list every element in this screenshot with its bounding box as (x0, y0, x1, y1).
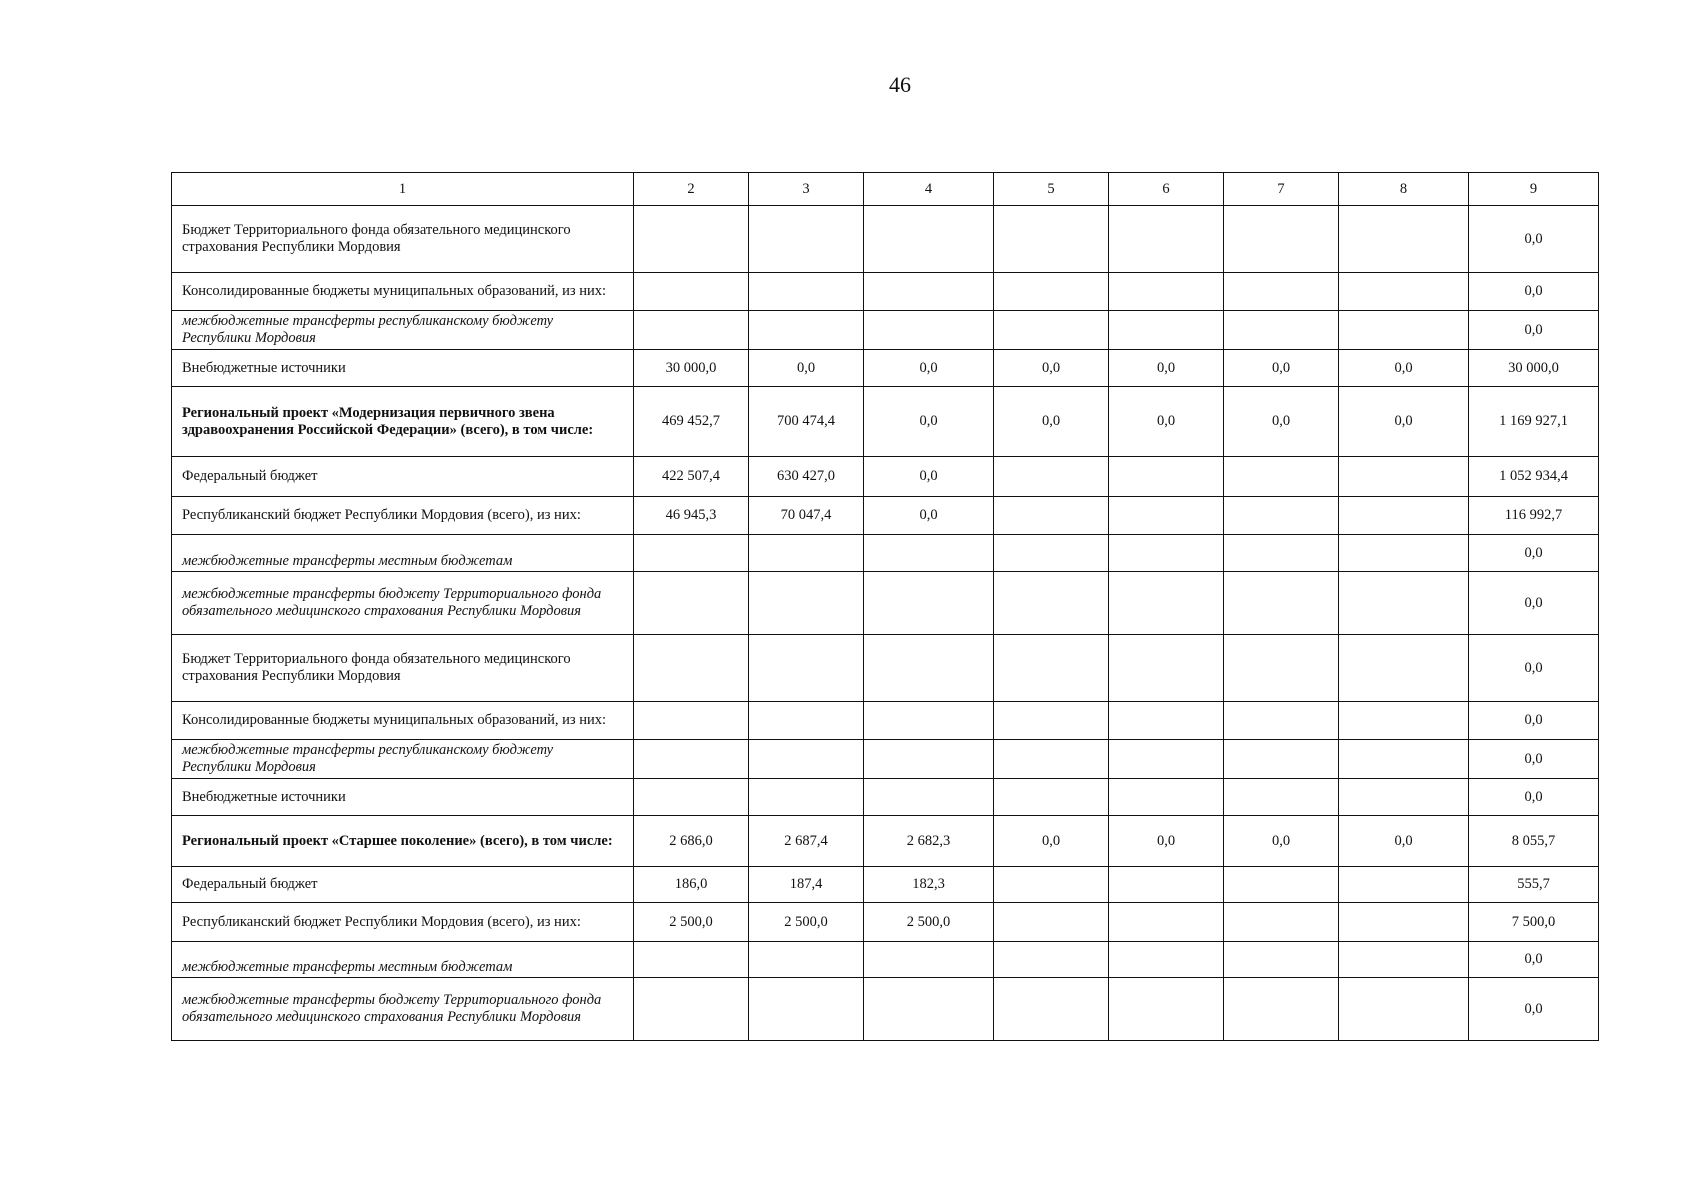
cell-col-3 (749, 572, 864, 635)
cell-col-5 (994, 978, 1109, 1041)
cell-col-3 (749, 702, 864, 740)
cell-col-8 (1339, 273, 1469, 311)
row-label: Консолидированные бюджеты муниципальных образований, из них: (172, 702, 634, 740)
cell-col-8 (1339, 978, 1469, 1041)
cell-col-5 (994, 740, 1109, 779)
cell-col-9: 0,0 (1469, 978, 1599, 1041)
cell-col-7 (1224, 535, 1339, 572)
cell-col-7 (1224, 978, 1339, 1041)
cell-col-8 (1339, 311, 1469, 350)
table-row (172, 740, 1599, 779)
cell-col-5 (994, 497, 1109, 535)
cell-col-7 (1224, 635, 1339, 702)
cell-col-4 (864, 535, 994, 572)
cell-col-5: 0,0 (994, 387, 1109, 457)
table-row (172, 779, 1599, 816)
table-row (172, 535, 1599, 572)
column-header-5: 5 (994, 173, 1109, 206)
cell-col-2 (634, 311, 749, 350)
cell-col-7 (1224, 497, 1339, 535)
cell-col-3 (749, 779, 864, 816)
cell-col-8 (1339, 635, 1469, 702)
cell-col-2: 30 000,0 (634, 350, 749, 387)
cell-col-9: 0,0 (1469, 535, 1599, 572)
cell-col-2 (634, 572, 749, 635)
cell-col-7 (1224, 942, 1339, 978)
cell-col-8 (1339, 867, 1469, 903)
cell-col-2 (634, 942, 749, 978)
cell-col-3: 187,4 (749, 867, 864, 903)
table-row (172, 206, 1599, 273)
cell-col-6 (1109, 903, 1224, 942)
cell-col-9: 1 052 934,4 (1469, 457, 1599, 497)
cell-col-8 (1339, 740, 1469, 779)
cell-col-7 (1224, 740, 1339, 779)
cell-col-4: 0,0 (864, 497, 994, 535)
table-row (172, 497, 1599, 535)
cell-col-2: 2 686,0 (634, 816, 749, 867)
cell-col-7 (1224, 572, 1339, 635)
cell-col-6 (1109, 497, 1224, 535)
cell-col-7 (1224, 206, 1339, 273)
cell-col-2: 422 507,4 (634, 457, 749, 497)
column-header-8: 8 (1339, 173, 1469, 206)
table-row (172, 867, 1599, 903)
cell-col-4 (864, 740, 994, 779)
cell-col-5 (994, 273, 1109, 311)
cell-col-4 (864, 311, 994, 350)
table-row (172, 350, 1599, 387)
row-label: межбюджетные трансферты республиканскому бюджету Республики Мордовия (172, 311, 634, 350)
cell-col-6 (1109, 635, 1224, 702)
row-label: Внебюджетные источники (172, 779, 634, 816)
cell-col-9: 0,0 (1469, 779, 1599, 816)
cell-col-9: 0,0 (1469, 635, 1599, 702)
table-row (172, 978, 1599, 1041)
cell-col-9: 0,0 (1469, 942, 1599, 978)
cell-col-2 (634, 702, 749, 740)
cell-col-2 (634, 273, 749, 311)
cell-col-9: 116 992,7 (1469, 497, 1599, 535)
cell-col-7 (1224, 779, 1339, 816)
cell-col-5 (994, 572, 1109, 635)
cell-col-3 (749, 942, 864, 978)
row-label: Бюджет Территориального фонда обязательного медицинского страхования Республики Мордовия (172, 206, 634, 273)
cell-col-4: 2 500,0 (864, 903, 994, 942)
cell-col-6 (1109, 942, 1224, 978)
cell-col-6 (1109, 535, 1224, 572)
cell-col-9: 0,0 (1469, 702, 1599, 740)
cell-col-6 (1109, 702, 1224, 740)
cell-col-2: 186,0 (634, 867, 749, 903)
cell-col-3: 70 047,4 (749, 497, 864, 535)
cell-col-5: 0,0 (994, 816, 1109, 867)
row-label: Внебюджетные источники (172, 350, 634, 387)
cell-col-2 (634, 535, 749, 572)
cell-col-7 (1224, 702, 1339, 740)
cell-col-3 (749, 206, 864, 273)
cell-col-7: 0,0 (1224, 387, 1339, 457)
cell-col-6: 0,0 (1109, 387, 1224, 457)
table-row (172, 942, 1599, 978)
cell-col-8: 0,0 (1339, 350, 1469, 387)
cell-col-3 (749, 635, 864, 702)
cell-col-3: 0,0 (749, 350, 864, 387)
table-row (172, 816, 1599, 867)
column-header-9: 9 (1469, 173, 1599, 206)
cell-col-5 (994, 311, 1109, 350)
cell-col-5 (994, 702, 1109, 740)
row-label: Республиканский бюджет Республики Мордовия (всего), из них: (172, 497, 634, 535)
cell-col-2: 469 452,7 (634, 387, 749, 457)
row-label: межбюджетные трансферты местным бюджетам (172, 942, 634, 978)
cell-col-4 (864, 779, 994, 816)
cell-col-9: 8 055,7 (1469, 816, 1599, 867)
cell-col-3: 630 427,0 (749, 457, 864, 497)
cell-col-8 (1339, 903, 1469, 942)
cell-col-4: 0,0 (864, 350, 994, 387)
cell-col-9: 0,0 (1469, 311, 1599, 350)
row-label: межбюджетные трансферты бюджету Территориального фонда обязательного медицинского страхования Республики Мордовия (172, 572, 634, 635)
row-label: Федеральный бюджет (172, 867, 634, 903)
cell-col-2: 46 945,3 (634, 497, 749, 535)
cell-col-5 (994, 903, 1109, 942)
cell-col-8 (1339, 942, 1469, 978)
row-label: Федеральный бюджет (172, 457, 634, 497)
cell-col-9: 0,0 (1469, 740, 1599, 779)
cell-col-4: 0,0 (864, 387, 994, 457)
column-header-4: 4 (864, 173, 994, 206)
budget-table (171, 172, 1599, 1041)
cell-col-7 (1224, 273, 1339, 311)
cell-col-4 (864, 206, 994, 273)
cell-col-3: 2 687,4 (749, 816, 864, 867)
cell-col-6: 0,0 (1109, 350, 1224, 387)
table-row (172, 572, 1599, 635)
cell-col-2 (634, 206, 749, 273)
cell-col-5 (994, 942, 1109, 978)
cell-col-4 (864, 978, 994, 1041)
row-label: Региональный проект «Модернизация первичного звена здравоохранения Российской Федерации» (всего), в том числе: (172, 387, 634, 457)
cell-col-6 (1109, 206, 1224, 273)
cell-col-5 (994, 535, 1109, 572)
cell-col-9: 0,0 (1469, 273, 1599, 311)
column-header-1: 1 (172, 173, 634, 206)
cell-col-5 (994, 779, 1109, 816)
row-label: Республиканский бюджет Республики Мордовия (всего), из них: (172, 903, 634, 942)
page-number: 46 (889, 72, 911, 97)
cell-col-9: 0,0 (1469, 572, 1599, 635)
table-row (172, 273, 1599, 311)
cell-col-6 (1109, 867, 1224, 903)
cell-col-6 (1109, 457, 1224, 497)
column-header-6: 6 (1109, 173, 1224, 206)
cell-col-5 (994, 206, 1109, 273)
cell-col-3 (749, 311, 864, 350)
table-row (172, 702, 1599, 740)
cell-col-5 (994, 867, 1109, 903)
table-row (172, 311, 1599, 350)
cell-col-6 (1109, 273, 1224, 311)
cell-col-7: 0,0 (1224, 350, 1339, 387)
cell-col-8: 0,0 (1339, 816, 1469, 867)
cell-col-8 (1339, 457, 1469, 497)
cell-col-4 (864, 635, 994, 702)
cell-col-8: 0,0 (1339, 387, 1469, 457)
row-label: межбюджетные трансферты республиканскому бюджету Республики Мордовия (172, 740, 634, 779)
cell-col-4: 2 682,3 (864, 816, 994, 867)
cell-col-6 (1109, 311, 1224, 350)
table-header-row (172, 173, 1599, 206)
cell-col-4 (864, 702, 994, 740)
cell-col-3: 700 474,4 (749, 387, 864, 457)
cell-col-8 (1339, 535, 1469, 572)
cell-col-2: 2 500,0 (634, 903, 749, 942)
cell-col-8 (1339, 779, 1469, 816)
cell-col-2 (634, 779, 749, 816)
table-row (172, 635, 1599, 702)
cell-col-9: 7 500,0 (1469, 903, 1599, 942)
row-label: Бюджет Территориального фонда обязательного медицинского страхования Республики Мордовия (172, 635, 634, 702)
cell-col-6 (1109, 978, 1224, 1041)
column-header-2: 2 (634, 173, 749, 206)
cell-col-9: 30 000,0 (1469, 350, 1599, 387)
table-row (172, 387, 1599, 457)
cell-col-7 (1224, 457, 1339, 497)
row-label: Консолидированные бюджеты муниципальных образований, из них: (172, 273, 634, 311)
cell-col-3 (749, 740, 864, 779)
cell-col-9: 0,0 (1469, 206, 1599, 273)
cell-col-6 (1109, 740, 1224, 779)
cell-col-3: 2 500,0 (749, 903, 864, 942)
cell-col-4 (864, 572, 994, 635)
cell-col-7 (1224, 311, 1339, 350)
cell-col-4: 0,0 (864, 457, 994, 497)
cell-col-9: 555,7 (1469, 867, 1599, 903)
cell-col-2 (634, 740, 749, 779)
row-label: Региональный проект «Старшее поколение» (всего), в том числе: (172, 816, 634, 867)
cell-col-6: 0,0 (1109, 816, 1224, 867)
cell-col-2 (634, 978, 749, 1041)
cell-col-5: 0,0 (994, 350, 1109, 387)
cell-col-3 (749, 273, 864, 311)
cell-col-7: 0,0 (1224, 816, 1339, 867)
cell-col-7 (1224, 903, 1339, 942)
cell-col-8 (1339, 497, 1469, 535)
cell-col-4: 182,3 (864, 867, 994, 903)
cell-col-6 (1109, 572, 1224, 635)
table-body (172, 173, 1599, 1041)
table-row (172, 903, 1599, 942)
cell-col-8 (1339, 206, 1469, 273)
cell-col-6 (1109, 779, 1224, 816)
cell-col-5 (994, 457, 1109, 497)
cell-col-4 (864, 273, 994, 311)
cell-col-7 (1224, 867, 1339, 903)
column-header-3: 3 (749, 173, 864, 206)
cell-col-9: 1 169 927,1 (1469, 387, 1599, 457)
cell-col-8 (1339, 572, 1469, 635)
column-header-7: 7 (1224, 173, 1339, 206)
row-label: межбюджетные трансферты местным бюджетам (172, 535, 634, 572)
cell-col-3 (749, 978, 864, 1041)
table-row (172, 457, 1599, 497)
row-label: межбюджетные трансферты бюджету Территориального фонда обязательного медицинского страхования Республики Мордовия (172, 978, 634, 1041)
cell-col-2 (634, 635, 749, 702)
cell-col-3 (749, 535, 864, 572)
cell-col-4 (864, 942, 994, 978)
cell-col-8 (1339, 702, 1469, 740)
cell-col-5 (994, 635, 1109, 702)
